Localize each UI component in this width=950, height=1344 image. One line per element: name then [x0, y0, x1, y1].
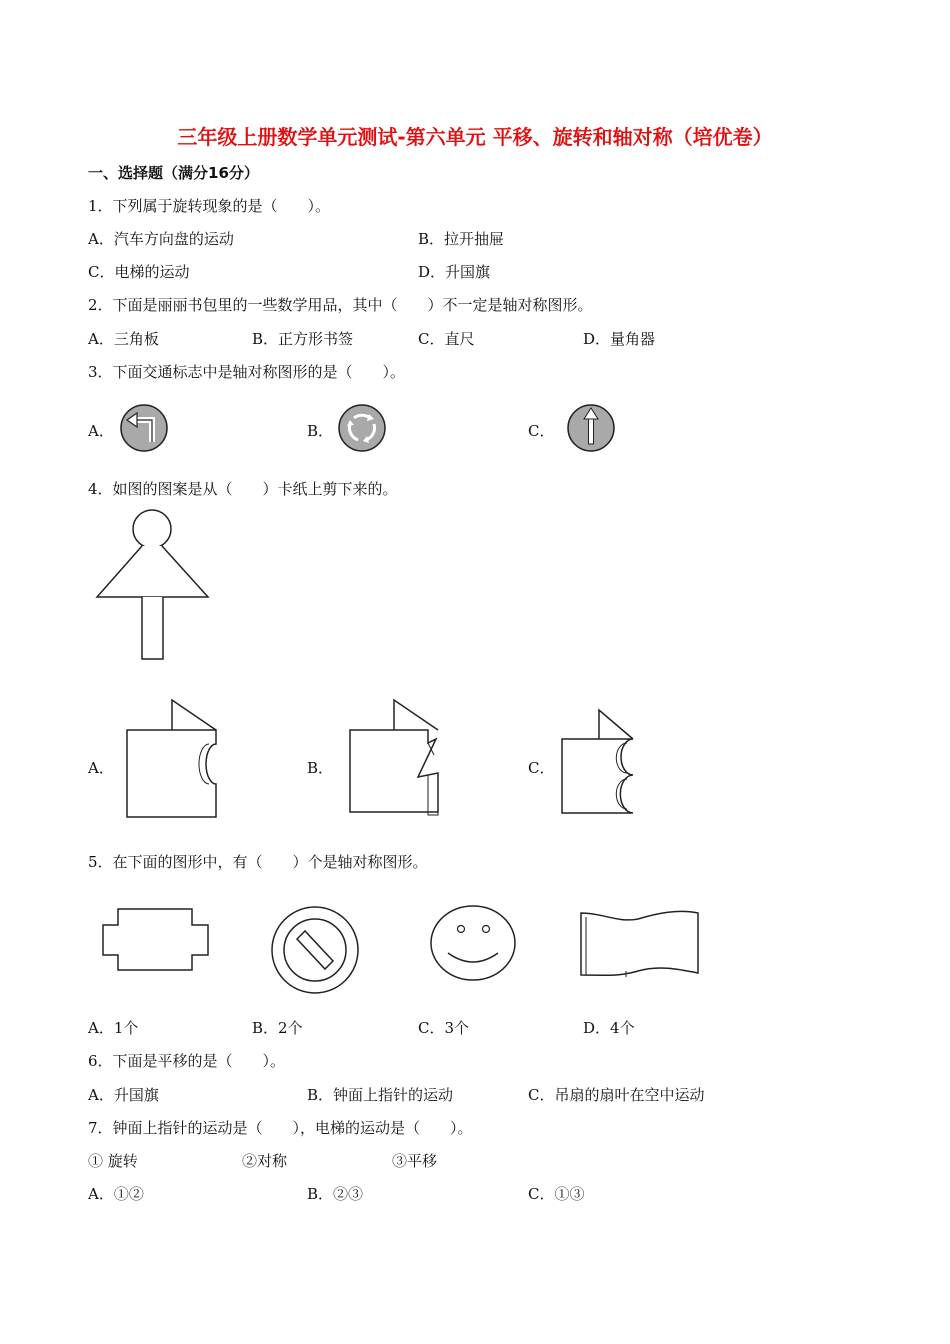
- q6-option-b: B．钟面上指针的运动: [307, 1086, 454, 1104]
- q1-option-b: B．拉开抽屉: [418, 230, 505, 248]
- q2-option-a: A．三角板: [88, 330, 159, 348]
- q4-option-c: C．: [528, 759, 555, 777]
- q7-option-a: A．①②: [88, 1185, 144, 1203]
- turn-left-sign-icon: [118, 402, 170, 454]
- q3-option-c: C．: [528, 422, 555, 440]
- q3-option-b: B．: [307, 422, 334, 440]
- q5-option-d: D．4个: [583, 1019, 635, 1037]
- cross-rectangle-shape: [100, 905, 212, 975]
- q7-choice-3: ③平移: [392, 1152, 438, 1170]
- q2-option-b: B．正方形书签: [252, 330, 354, 348]
- q1-option-a: A．汽车方向盘的运动: [88, 230, 234, 248]
- paper-doll-figure: [94, 508, 214, 664]
- q5-option-a: A．1个: [88, 1019, 139, 1037]
- folded-card-c: [555, 695, 665, 825]
- roundabout-sign-icon: [336, 402, 388, 454]
- q6-option-c: C．吊扇的扇叶在空中运动: [528, 1086, 705, 1104]
- smiley-face-shape: [428, 905, 520, 981]
- no-entry-sign-shape: [268, 905, 362, 999]
- q4-stem: 4．如图的图案是从（ ）卡纸上剪下来的。: [88, 480, 398, 498]
- q7-option-b: B．②③: [307, 1185, 364, 1203]
- q7-choice-1: ① 旋转: [88, 1152, 138, 1170]
- q5-stem: 5．在下面的图形中，有（ ）个是轴对称图形。: [88, 853, 428, 871]
- q4-option-b: B．: [307, 759, 334, 777]
- folded-card-a: [120, 695, 230, 825]
- q7-choice-2: ②对称: [242, 1152, 288, 1170]
- q6-option-a: A．升国旗: [88, 1086, 159, 1104]
- q5-option-c: C．3个: [418, 1019, 470, 1037]
- q7-stem: 7．钟面上指针的运动是（ ），电梯的运动是（ ）。: [88, 1119, 473, 1137]
- q2-stem: 2．下面是丽丽书包里的一些数学用品，其中（ ）不一定是轴对称图形。: [88, 296, 593, 314]
- q6-stem: 6．下面是平移的是（ ）。: [88, 1052, 286, 1070]
- waving-flag-shape: [578, 905, 704, 981]
- q4-option-a: A．: [88, 759, 114, 777]
- folded-card-b: [342, 695, 452, 825]
- q1-option-c: C．电梯的运动: [88, 263, 190, 281]
- q7-option-c: C．①③: [528, 1185, 585, 1203]
- q3-stem: 3．下面交通标志中是轴对称图形的是（ ）。: [88, 363, 406, 381]
- q1-stem: 1．下列属于旋转现象的是（ ）。: [88, 197, 331, 215]
- section-heading: 一、选择题（满分16分）: [88, 164, 259, 182]
- q5-option-b: B．2个: [252, 1019, 303, 1037]
- q2-option-c: C．直尺: [418, 330, 475, 348]
- q1-option-d: D．升国旗: [418, 263, 491, 281]
- q2-option-d: D．量角器: [583, 330, 656, 348]
- straight-ahead-sign-icon: [565, 402, 617, 454]
- q3-option-a: A．: [88, 422, 114, 440]
- page-title: 三年级上册数学单元测试-第六单元 平移、旋转和轴对称（培优卷）: [177, 125, 773, 149]
